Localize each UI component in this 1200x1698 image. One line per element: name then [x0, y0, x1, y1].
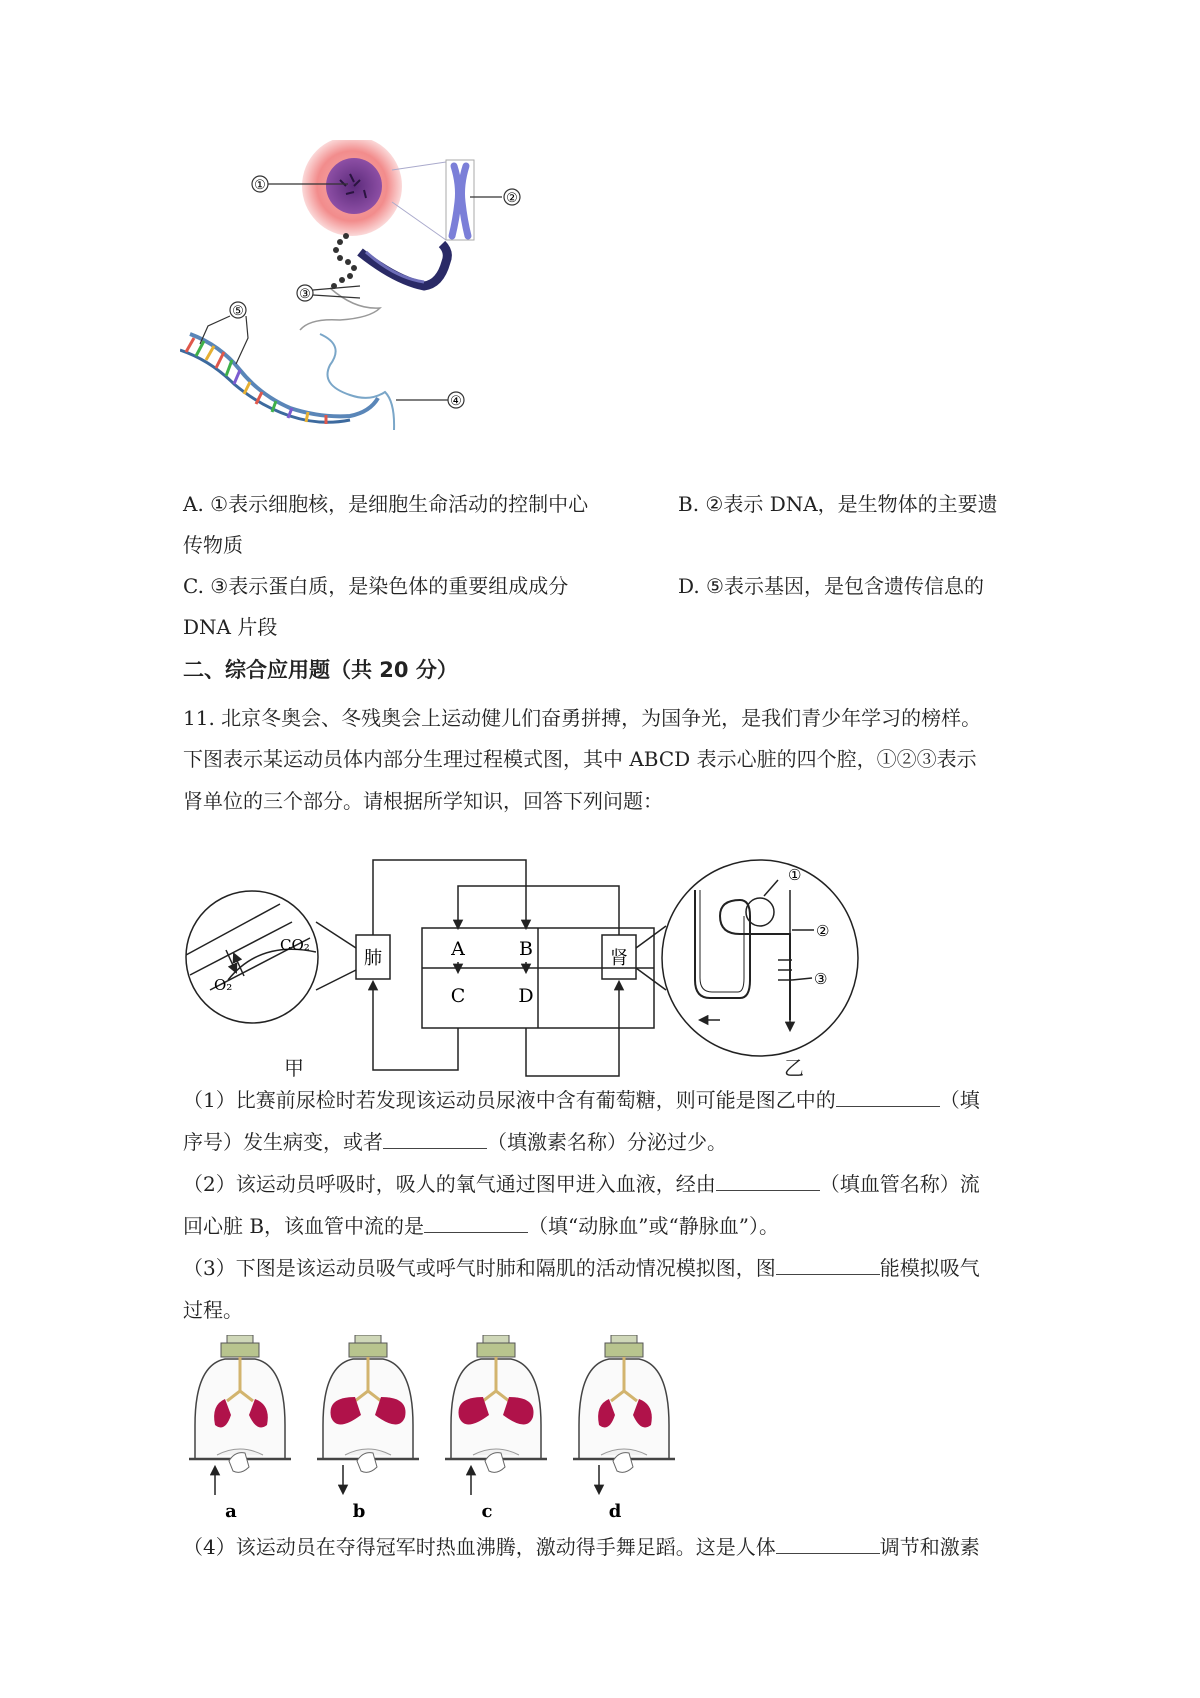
q1-line2	[183, 1128, 727, 1156]
chamber-c: C	[450, 985, 466, 1007]
q3-text-b: 能模拟吸气	[879, 1256, 980, 1280]
chamber-a: A	[451, 938, 465, 960]
label-3: ③	[299, 287, 311, 302]
chamber-d: D	[518, 985, 534, 1007]
jar-b	[317, 1335, 419, 1493]
alveolus-circle	[186, 891, 318, 1023]
circulation-figure	[180, 830, 900, 1080]
nephron-label-2: ②	[816, 922, 830, 940]
jar-a	[189, 1335, 291, 1495]
option-d-cont: DNA 片段	[183, 615, 278, 639]
chamber-b: B	[519, 938, 533, 960]
q11-line1: 11. 北京冬奥会、冬残奥会上运动健儿们奋勇拼搏，为国争光，是我们青少年学习的榜样。	[183, 706, 982, 730]
jar-label-c: c	[481, 1501, 493, 1522]
q4-text-b: 调节和激素	[879, 1535, 980, 1559]
label-5: ⑤	[232, 304, 244, 319]
section-heading: 二、综合应用题（共 20 分）	[183, 658, 458, 682]
label-1: ①	[254, 178, 266, 193]
nephron-circle	[662, 860, 858, 1056]
figure-jia-label: 甲	[284, 1056, 304, 1080]
blank-4[interactable]	[424, 1212, 528, 1233]
q11-line3: 肾单位的三个部分。请根据所学知识，回答下列问题：	[183, 789, 663, 813]
q4-line1	[183, 1533, 980, 1561]
nephron-label-3: ③	[814, 970, 828, 988]
q1-text-d: （填激素名称）分泌过少。	[487, 1130, 727, 1154]
blank-6[interactable]	[776, 1533, 880, 1554]
chromosome	[452, 166, 468, 236]
bell-jar-figure	[185, 1335, 705, 1525]
jar-label-b: b	[352, 1501, 366, 1522]
nephron-label-1: ①	[788, 866, 802, 884]
blank-1[interactable]	[836, 1086, 940, 1107]
q2-line2	[183, 1212, 779, 1240]
q3-line2: 过程。	[183, 1298, 243, 1322]
option-d: D. ⑤表示基因，是包含遗传信息的	[678, 574, 984, 598]
q1-text-a: （1）比赛前尿检时若发现该运动员尿液中含有葡萄糖，则可能是图乙中的	[183, 1088, 836, 1112]
option-a: A. ①表示细胞核，是细胞生命活动的控制中心	[183, 492, 589, 516]
dna-helix	[180, 334, 394, 430]
jar-label-a: a	[225, 1501, 237, 1522]
q1-line1	[183, 1086, 980, 1114]
q1-text-c: 序号）发生病变，或者	[183, 1130, 383, 1154]
q2-line1	[183, 1170, 980, 1198]
jar-d	[573, 1335, 675, 1493]
blank-2[interactable]	[383, 1128, 487, 1149]
q2-text-b: （填血管名称）流	[819, 1172, 980, 1196]
q11-line2: 下图表示某运动员体内部分生理过程模式图，其中 ABCD 表示心脏的四个腔，①②③表示	[183, 747, 977, 771]
jar-label-d: d	[608, 1501, 622, 1522]
q3-line1	[183, 1254, 980, 1282]
q2-text-c: 回心脏 B，该血管中流的是	[183, 1214, 425, 1238]
jar-c	[445, 1335, 547, 1495]
option-b-cont: 传物质	[183, 533, 243, 557]
label-4: ④	[450, 394, 462, 409]
label-2: ②	[506, 191, 518, 206]
co2-label: CO₂	[280, 936, 310, 954]
o2-label: O₂	[214, 976, 233, 994]
kidney-label: 肾	[610, 948, 628, 969]
figure-yi-label: 乙	[784, 1056, 804, 1080]
option-c: C. ③表示蛋白质，是染色体的重要组成成分	[183, 574, 569, 598]
q4-text-a: （4）该运动员在夺得冠军时热血沸腾，激动得手舞足蹈。这是人体	[183, 1535, 776, 1559]
q3-text-a: （3）下图是该运动员吸气或呼气时肺和隔肌的活动情况模拟图，图	[183, 1256, 776, 1280]
q1-text-b: （填	[939, 1088, 980, 1112]
option-b: B. ②表示 DNA，是生物体的主要遗	[678, 492, 998, 516]
blank-5[interactable]	[776, 1254, 880, 1275]
q2-text-d: （填“动脉血”或“静脉血”）。	[528, 1214, 779, 1238]
q2-text-a: （2）该运动员呼吸时，吸人的氧气通过图甲进入血液，经由	[183, 1172, 716, 1196]
lung-label: 肺	[364, 948, 382, 969]
label-2-group	[470, 185, 530, 215]
blank-3[interactable]	[716, 1170, 820, 1191]
cell-chromosome-figure	[180, 140, 480, 480]
